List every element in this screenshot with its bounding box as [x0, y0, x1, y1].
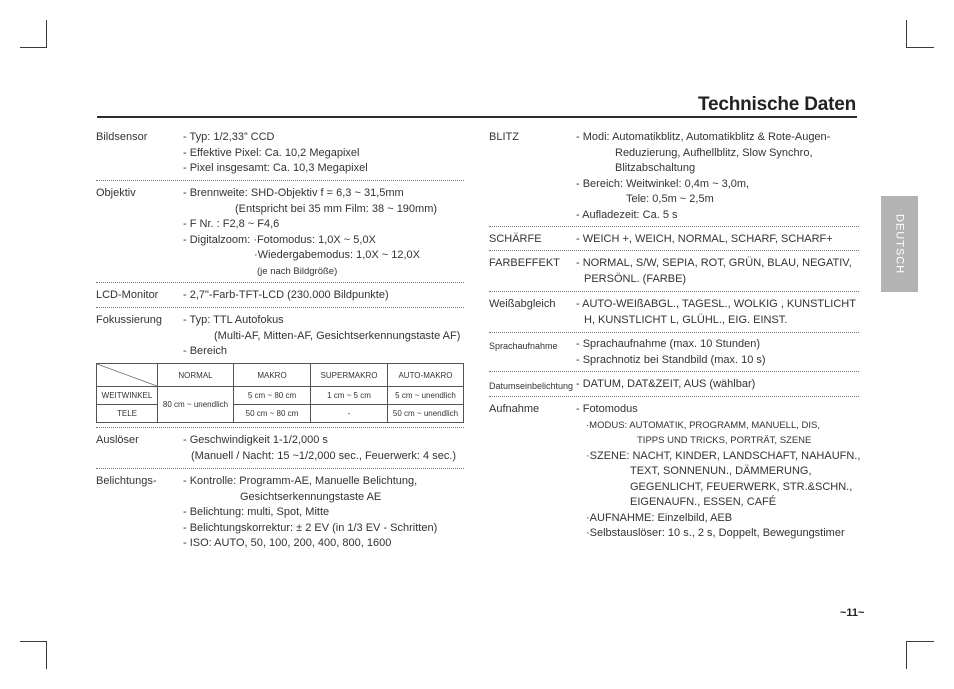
spec-line: - F Nr. : F2,8 ~ F4,6 — [183, 218, 280, 230]
spec-line: (Entspricht bei 35 mm Film: 38 ~ 190mm) — [235, 202, 438, 215]
crop-mark — [46, 641, 47, 669]
spec-line: - Digitalzoom: ·Fotomodus: 1,0X ~ 5,0X — [183, 233, 376, 246]
spec-line: - DATUM, DAT&ZEIT, AUS (wählbar) — [576, 378, 756, 390]
crop-mark — [906, 641, 934, 642]
spec-line: PERSÖNL. (FARBE) — [584, 272, 687, 285]
spec-line: ·Wiedergabemodus: 1,0X ~ 12,0X — [254, 249, 421, 261]
spec-label-ausloeser: Auslöser — [96, 434, 139, 446]
spec-line: ·Selbstauslöser: 10 s., 2 s, Doppelt, Bewegungstimer — [586, 527, 845, 539]
spec-line: Reduzierung, Aufhellblitz, Slow Synchro, — [615, 146, 813, 159]
section-divider — [96, 180, 464, 181]
spec-label-bildsensor: Bildsensor — [96, 131, 148, 143]
spec-label-objektiv: Objektiv — [96, 187, 136, 199]
spec-value-weissabgleich — [576, 297, 856, 328]
spec-line: - Effektive Pixel: Ca. 10,2 Megapixel — [183, 146, 360, 159]
table-header: AUTO-MAKRO — [388, 364, 464, 387]
crop-mark — [906, 20, 907, 48]
spec-line: - Aufladezeit: Ca. 5 s — [576, 208, 678, 221]
language-tab-label: DEUTSCH — [893, 213, 906, 275]
spec-line: - NORMAL, S/W, SEPIA, ROT, GRÜN, BLAU, NEGATIV, — [576, 257, 852, 269]
section-divider — [489, 332, 859, 333]
table-row-label: WEITWINKEL — [97, 387, 158, 405]
spec-line: Blitzabschaltung — [615, 162, 696, 174]
spec-line: - Geschwindigkeit 1-1/2,000 s — [183, 434, 328, 446]
table-row — [97, 387, 464, 405]
crop-mark — [46, 20, 47, 48]
spec-line: TIPPS UND TRICKS, PORTRÄT, SZENE — [637, 435, 812, 446]
table-header: NORMAL — [158, 364, 234, 387]
spec-value-schaerfe — [576, 232, 833, 248]
spec-line: EIGENAUFN., ESSEN, CAFÉ — [630, 496, 777, 508]
spec-line: - Typ: 1/2,33” CCD — [183, 131, 275, 143]
spec-line: - Sprachaufnahme (max. 10 Stunden) — [576, 338, 761, 350]
table-cell: 5 cm ~ unendlich — [388, 387, 464, 405]
spec-label-sprachaufnahme: Sprachaufnahme — [489, 341, 558, 351]
table-corner-cell — [97, 364, 158, 387]
spec-value-aufnahme — [576, 402, 860, 542]
title-rule — [97, 116, 857, 118]
spec-line: - Fotomodus — [576, 403, 638, 415]
spec-line: - Bereich — [183, 345, 228, 357]
section-divider — [489, 396, 859, 397]
spec-value-datum — [576, 377, 755, 393]
spec-label-schaerfe: SCHÄRFE — [489, 233, 542, 245]
spec-line: (Multi-AF, Mitten-AF, Gesichtserkennungstaste AF) — [214, 329, 461, 342]
spec-line: TEXT, SONNENUN., DÄMMERUNG, — [630, 465, 812, 477]
spec-label-belichtung: Belichtungs- — [96, 475, 157, 487]
section-divider — [96, 427, 464, 428]
table-header: SUPERMAKRO — [311, 364, 388, 387]
section-divider — [96, 307, 464, 308]
spec-line: ·SZENE: NACHT, KINDER, LANDSCHAFT, NAHAUFN., — [586, 449, 861, 462]
spec-line: - Bereich: Weitwinkel: 0,4m ~ 3,0m, — [576, 177, 750, 190]
section-divider — [489, 371, 859, 372]
table-cell: 50 cm ~ 80 cm — [234, 405, 311, 423]
spec-line: - Belichtung: multi, Spot, Mitte — [183, 506, 330, 518]
spec-line: (Manuell / Nacht: 15 ~1/2,000 sec., Feuerwerk: 4 sec.) — [191, 449, 457, 462]
crop-mark — [20, 47, 47, 48]
section-divider — [96, 468, 464, 469]
table-header-row — [97, 364, 464, 387]
spec-value-blitz — [576, 130, 830, 223]
section-divider — [489, 250, 859, 251]
spec-label-datum: Datumseinbelichtung — [489, 381, 574, 391]
spec-line: - Sprachnotiz bei Standbild (max. 10 s) — [576, 353, 766, 366]
spec-line: ·MODUS: AUTOMATIK, PROGRAMM, MANUELL, DIS, — [586, 419, 821, 431]
spec-value-lcd — [183, 288, 389, 304]
focus-range-table — [96, 363, 464, 423]
table-header: MAKRO — [234, 364, 311, 387]
spec-label-weissabgleich: Weißabgleich — [489, 298, 556, 310]
spec-line: GEGENLICHT, FEUERWERK, STR.&SCHN., — [630, 480, 853, 493]
table-cell: - — [311, 405, 388, 423]
spec-label-blitz: BLITZ — [489, 131, 519, 143]
spec-value-sprachaufnahme — [576, 337, 766, 368]
spec-value-objektiv — [183, 186, 437, 279]
spec-value-belichtung — [183, 474, 437, 552]
spec-line: - Belichtungskorrektur: ± 2 EV (in 1/3 EV - Schritten) — [183, 521, 438, 534]
table-cell: 1 cm ~ 5 cm — [311, 387, 388, 405]
language-tab — [881, 196, 918, 292]
spec-line: - Pixel insgesamt: Ca. 10,3 Megapixel — [183, 162, 368, 174]
spec-label-lcd: LCD-Monitor — [96, 289, 159, 301]
spec-line: - AUTO-WEIßABGL., TAGESL., WOLKIG , KUNSTLICHT — [576, 298, 856, 310]
page-title: Technische Daten — [698, 94, 856, 115]
spec-label-aufnahme: Aufnahme — [489, 403, 540, 415]
table-cell: 50 cm ~ unendlich — [388, 405, 464, 423]
crop-mark — [906, 47, 934, 48]
spec-line: ·AUFNAHME: Einzelbild, AEB — [586, 511, 733, 524]
diagonal-line — [97, 364, 157, 386]
spec-label-fokussierung: Fokussierung — [96, 314, 163, 326]
section-divider — [96, 282, 464, 283]
spec-line: - ISO: AUTO, 50, 100, 200, 400, 800, 1600 — [183, 537, 392, 549]
section-divider — [489, 291, 859, 292]
spec-line: - Kontrolle: Programm-AE, Manuelle Belichtung, — [183, 475, 418, 487]
spec-line: - Brennweite: SHD-Objektiv f = 6,3 ~ 31,5mm — [183, 187, 404, 199]
table-row — [97, 405, 464, 423]
spec-value-fokussierung — [183, 313, 460, 360]
spec-line: - WEICH +, WEICH, NORMAL, SCHARF, SCHARF+ — [576, 233, 833, 245]
spec-line: (je nach Bildgröße) — [257, 265, 338, 277]
spec-label-farbeffekt: FARBEFFEKT — [489, 257, 560, 269]
spec-value-ausloeser — [183, 433, 456, 464]
page-number: ~11~ — [840, 607, 865, 619]
table-row-label: TELE — [97, 405, 158, 423]
spec-line: - 2,7"-Farb-TFT-LCD (230.000 Bildpunkte) — [183, 289, 389, 301]
crop-mark — [906, 641, 907, 669]
section-divider — [489, 226, 859, 227]
spec-value-bildsensor — [183, 130, 368, 177]
table-cell: 5 cm ~ 80 cm — [234, 387, 311, 405]
spec-line: - Modi: Automatikblitz, Automatikblitz & Rote-Augen- — [576, 131, 831, 143]
spec-line: - Typ: TTL Autofokus — [183, 314, 284, 326]
spec-line: Tele: 0,5m ~ 2,5m — [626, 193, 714, 205]
table-cell-normal: 80 cm ~ unendlich — [158, 387, 234, 423]
spec-value-farbeffekt — [576, 256, 852, 287]
crop-mark — [20, 641, 47, 642]
spec-line: Gesichtserkennungstaste AE — [240, 490, 382, 503]
spec-line: H, KUNSTLICHT L, GLÜHL., EIG. EINST. — [584, 313, 788, 326]
